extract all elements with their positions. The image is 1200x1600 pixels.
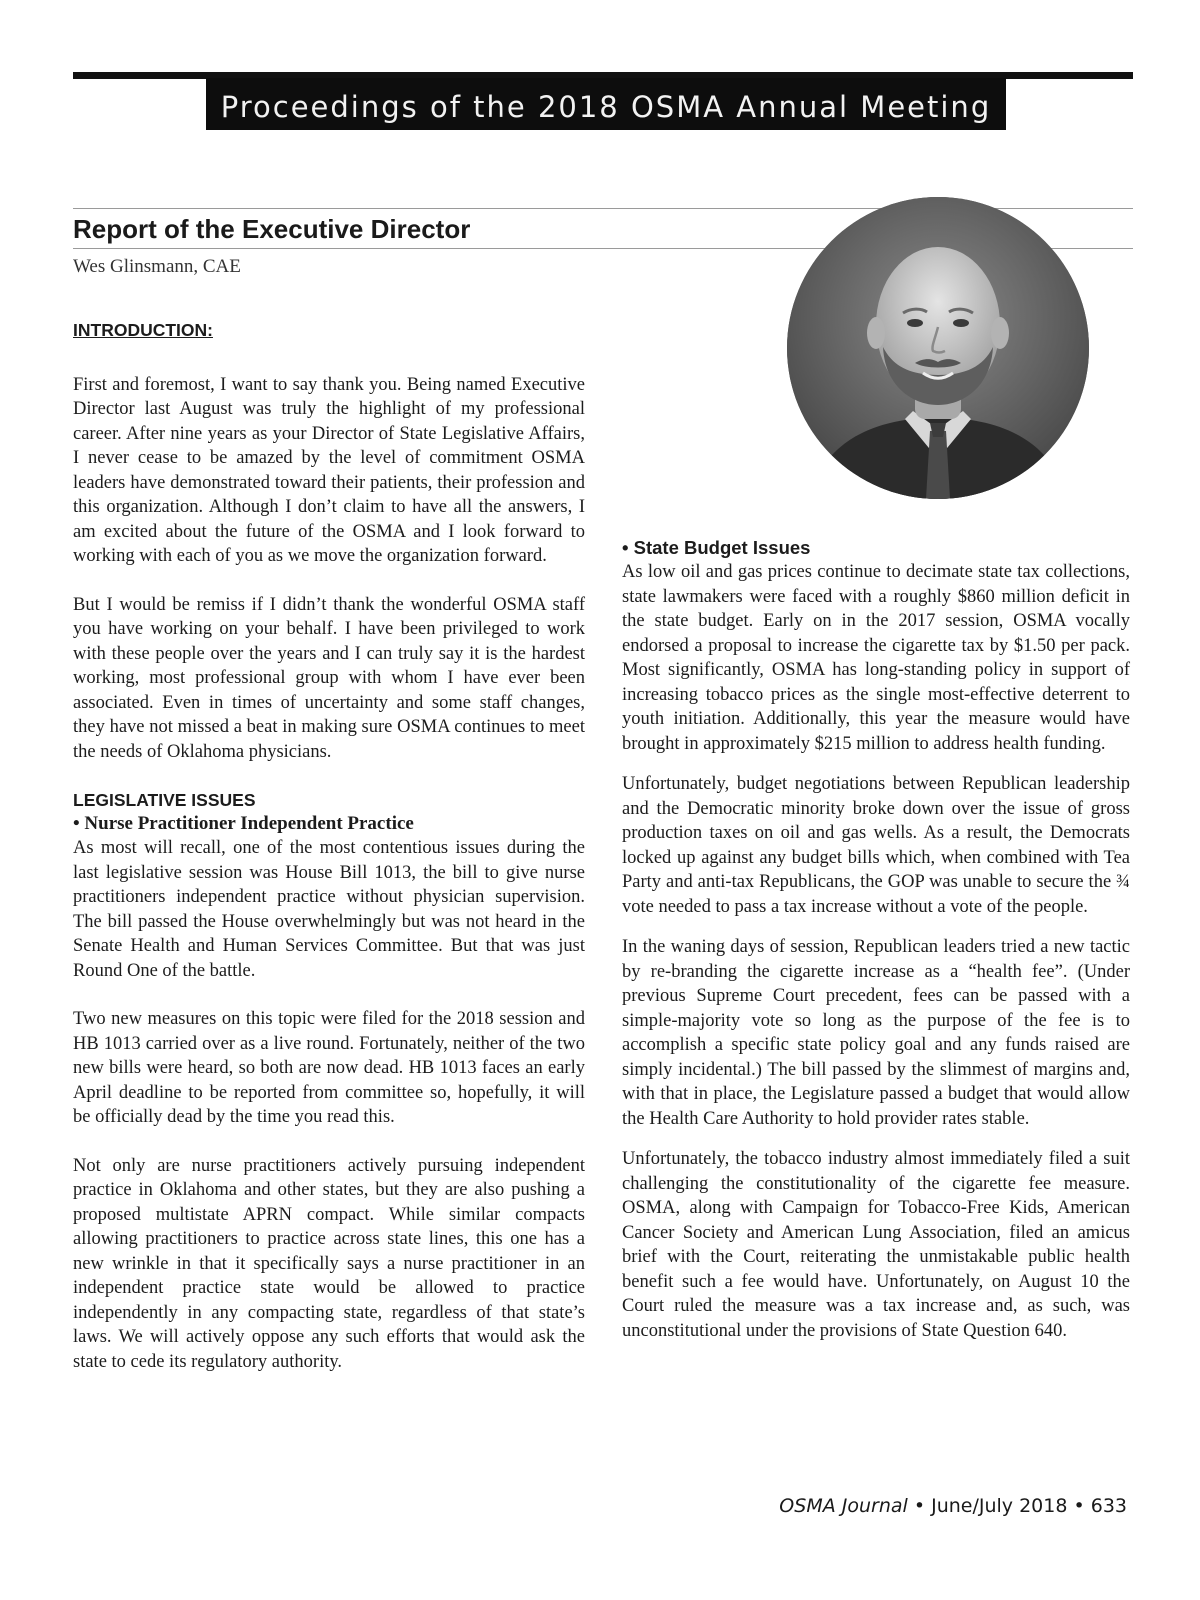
right-column: [622, 536, 1130, 1359]
left-column: [73, 318, 585, 1398]
intro-paragraph-2: But I would be remiss if I didn’t thank the wonderful OSMA staff you have working on your behalf. I have been privileged to work with these people over the years and I can truly say it is the hardest working, most professional group with whom I have ever been associated. Even in times of uncertainty and some staff changes, they have not missed a beat in making sure OSMA continues to meet the needs of Oklahoma physicians.: [73, 594, 585, 762]
issue-date: June/July 2018: [931, 1495, 1068, 1517]
budget-paragraph-1: As low oil and gas prices continue to decimate state tax collections, state lawmakers were faced with a roughly $860 million deficit in the state budget. Early on in the 2017 session, OSMA vocally endorsed a proposal to increase the cigarette tax by $1.50 per pack. Most significantly, OSMA has long-standing policy in support of increasing tobacco prices as the single most-effective deterrent to youth initiation. Additionally, this year the measure would have brought in approximately $215 million to address health funding.: [622, 562, 1130, 754]
journal-name: OSMA Journal: [779, 1495, 908, 1517]
author-byline: Wes Glinsmann, CAE: [73, 256, 241, 277]
budget-paragraph-3: In the waning days of session, Republican leaders tried a new tactic by re-branding the cigarette increase as a “health fee”. (Under previous Supreme Court precedent, fees can be passed with a simple-majority vote so long as the purpose of the fee is to accomplish a specific state policy goal and any funds raised are simply incidental.) The bill passed by the slimmest of margins and, with that in place, the Legislature passed a budget that would allow the Health Care Authority to hold provider rates stable.: [622, 937, 1130, 1129]
proceedings-banner: Proceedings of the 2018 OSMA Annual Meeting: [206, 78, 1006, 130]
np-paragraph-1: As most will recall, one of the most contentious issues during the last legislative session was House Bill 1013, the bill to give nurse practitioners independent practice without physician supervision. The bill passed the House overwhelmingly but was not heard in the Senate Health and Human Services Committee. But that was just Round One of the battle.: [73, 838, 585, 981]
introduction-heading: INTRODUCTION:: [73, 320, 213, 340]
author-portrait: [787, 197, 1089, 499]
budget-paragraph-4: Unfortunately, the tobacco industry almost immediately filed a suit challenging the constitutionality of the cigarette fee measure. OSMA, along with Campaign for Tobacco-Free Kids, American Cancer Society and American Lung Association, filed an amicus brief with the Court, reiterating the unmistakable public health benefit such a fee would have. Unfortunately, on August 10 the Court ruled the measure was a tax increase and, as such, was unconstitutional under the provisions of State Question 640.: [622, 1149, 1130, 1341]
legislative-issues-heading: LEGISLATIVE ISSUES: [73, 790, 256, 810]
np-paragraph-3: Not only are nurse practitioners actively pursuing independent practice in Oklahoma and other states, but they are also pushing a proposed multistate APRN compact. While similar compacts allowing practitioners to practice across state lines, this one has a new wrinkle in that it specifically says a nurse practitioner in an independent practice state would be allowed to practice independently in any compacting state, regardless of that state’s laws. We will actively oppose any such efforts that would ask the state to cede its regulatory authority.: [73, 1155, 585, 1372]
np-paragraph-2: Two new measures on this topic were filed for the 2018 session and HB 1013 carried over as a live round. Fortunately, neither of the two new bills were heard, so both are now dead. HB 1013 faces an early April deadline to be reported from committee so, hopefully, it will be officially dead by the time you read this.: [73, 1009, 585, 1127]
state-budget-heading: • State Budget Issues: [622, 537, 811, 558]
portrait-illustration: [787, 197, 1089, 499]
budget-paragraph-2: Unfortunately, budget negotiations between Republican leadership and the Democratic minority broke down over the issue of gross production taxes on oil and gas wells. As a result, the Democrats locked up against any budget bills which, when combined with Tea Party and anti-tax Republicans, the GOP was unable to secure the ¾ vote needed to pass a tax increase without a vote of the people.: [622, 774, 1130, 917]
footer-separator: •: [907, 1495, 932, 1517]
page-footer: [779, 1495, 1127, 1517]
nurse-practitioner-heading: • Nurse Practitioner Independent Practice: [73, 813, 414, 834]
page-number: 633: [1090, 1495, 1127, 1517]
footer-separator: •: [1067, 1495, 1091, 1517]
intro-paragraph-1: First and foremost, I want to say thank you. Being named Executive Director last August was truly the highlight of my professional career. After nine years as your Director of State Legislative Affairs, I never cease to be amazed by the level of commitment OSMA leaders have demonstrated toward their patients, their profession and this organization. Although I don’t claim to have all the answers, I am excited about the future of the OSMA and I look forward to working with each of you as we move the organization forward.: [73, 374, 585, 566]
report-title: Report of the Executive Director: [73, 214, 471, 244]
